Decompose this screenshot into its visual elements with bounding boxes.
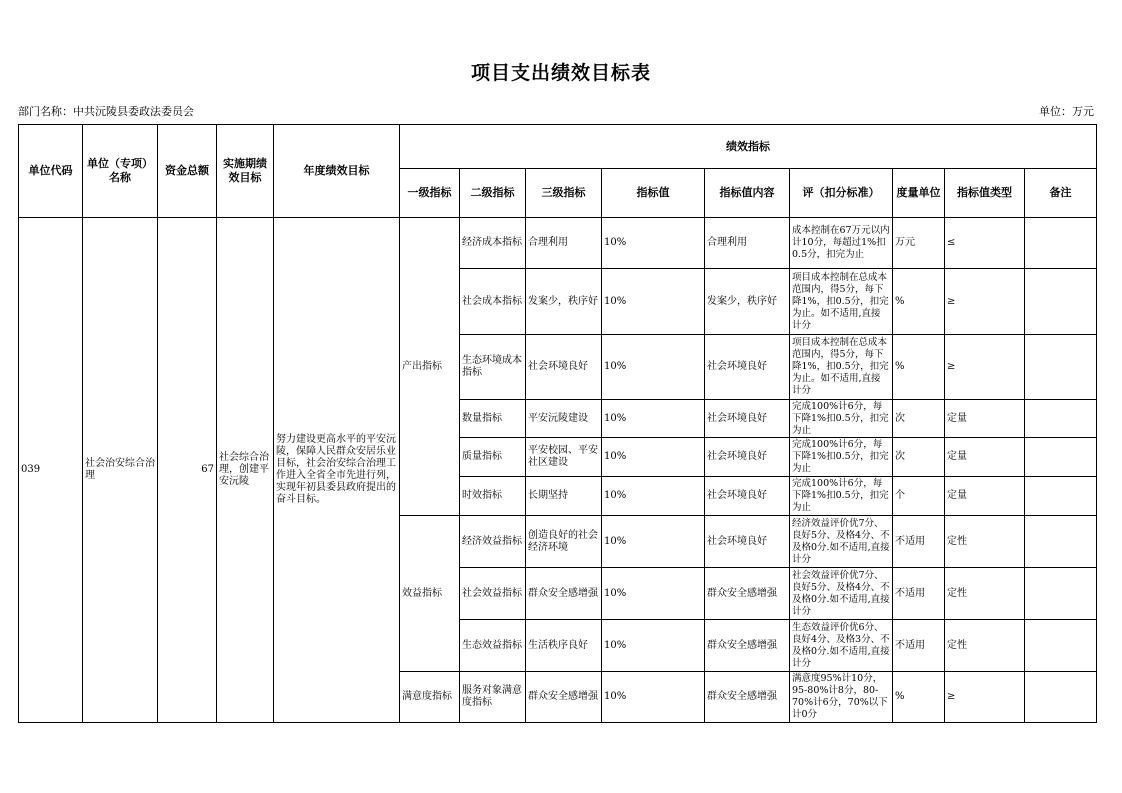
header-criteria: 评（扣分标准） (790, 169, 893, 218)
level3-cell: 平安沅陵建设 (526, 400, 602, 438)
level3-cell: 合理利用 (526, 218, 602, 269)
value-content-cell: 合理利用 (705, 218, 790, 269)
value-type-cell: 定量 (945, 400, 1025, 438)
value-content-cell: 群众安全感增强 (705, 568, 790, 620)
header-row-top (19, 125, 1097, 169)
level1-output: 产出指标 (400, 218, 460, 516)
value-type-cell: ≤ (945, 218, 1025, 269)
measure-unit-cell: % (893, 335, 945, 400)
level2-cell: 生态效益指标 (460, 620, 526, 672)
measure-unit-cell: % (893, 269, 945, 335)
value-content-cell: 发案少，秩序好 (705, 269, 790, 335)
note-cell (1025, 400, 1097, 438)
table-row (19, 218, 1097, 269)
level2-cell: 数量指标 (460, 400, 526, 438)
level2-cell: 生态环境成本指标 (460, 335, 526, 400)
value-content-cell: 群众安全感增强 (705, 672, 790, 723)
measure-unit-cell: 不适用 (893, 568, 945, 620)
level2-cell: 经济效益指标 (460, 516, 526, 568)
header-unit-name: 单位（专项）名称 (83, 125, 158, 218)
value-cell: 10% (602, 568, 705, 620)
measure-unit-cell: 不适用 (893, 516, 945, 568)
value-content-cell: 社会环境良好 (705, 335, 790, 400)
criteria-cell: 项目成本控制在总成本范围内，得5分，每下降1%，扣0.5分，扣完为止。如不适用,直接计分 (790, 269, 893, 335)
criteria-cell: 生态效益评价优6分、良好4分、及格3分、不及格0分.如不适用,直接计分 (790, 620, 893, 672)
level3-cell: 群众安全感增强 (526, 568, 602, 620)
unit-code-cell: 039 (19, 218, 83, 723)
note-cell (1025, 620, 1097, 672)
criteria-cell: 完成100%计6分，每下降1%扣0.5分，扣完为止 (790, 400, 893, 438)
level1-satisfaction: 满意度指标 (400, 672, 460, 723)
value-cell: 10% (602, 516, 705, 568)
value-type-cell: 定量 (945, 477, 1025, 516)
measure-unit-cell: % (893, 672, 945, 723)
level3-cell: 群众安全感增强 (526, 672, 602, 723)
value-content-cell: 社会环境良好 (705, 400, 790, 438)
level3-cell: 平安校园、平安社区建设 (526, 438, 602, 477)
total-funds-cell: 67 (158, 218, 217, 723)
level2-cell: 质量指标 (460, 438, 526, 477)
value-cell: 10% (602, 269, 705, 335)
value-type-cell: 定性 (945, 516, 1025, 568)
criteria-cell: 经济效益评价优7分、良好5分、及格4分、不及格0分.如不适用,直接计分 (790, 516, 893, 568)
header-value: 指标值 (602, 169, 705, 218)
header-period-goal: 实施期绩效目标 (217, 125, 274, 218)
value-type-cell: ≥ (945, 672, 1025, 723)
level3-cell: 社会环境良好 (526, 335, 602, 400)
level2-cell: 服务对象满意度指标 (460, 672, 526, 723)
value-type-cell: 定量 (945, 438, 1025, 477)
header-measure-unit: 度量单位 (893, 169, 945, 218)
level2-cell: 社会效益指标 (460, 568, 526, 620)
value-cell: 10% (602, 335, 705, 400)
value-cell: 10% (602, 400, 705, 438)
value-content-cell: 社会环境良好 (705, 438, 790, 477)
header-value-content: 指标值内容 (705, 169, 790, 218)
value-cell: 10% (602, 438, 705, 477)
value-type-cell: ≥ (945, 269, 1025, 335)
measure-unit-cell: 不适用 (893, 620, 945, 672)
indicator-table (18, 124, 1097, 723)
value-type-cell: 定性 (945, 620, 1025, 672)
department-name: 部门名称：中共沅陵县委政法委员会 (18, 105, 194, 118)
header-level2: 二级指标 (460, 169, 526, 218)
level2-cell: 时效指标 (460, 477, 526, 516)
note-cell (1025, 335, 1097, 400)
criteria-cell: 社会效益评价优7分、良好5分、及格4分、不及格0分.如不适用,直接计分 (790, 568, 893, 620)
value-content-cell: 社会环境良好 (705, 516, 790, 568)
currency-unit: 单位：万元 (1039, 105, 1094, 118)
level3-cell: 生活秩序良好 (526, 620, 602, 672)
header-level1: 一级指标 (400, 169, 460, 218)
criteria-cell: 满意度95%计10分，95-80%计8分，80-70%计6分，70%以下计0分 (790, 672, 893, 723)
value-content-cell: 社会环境良好 (705, 477, 790, 516)
criteria-cell: 完成100%计6分，每下降1%扣0.5分，扣完为止 (790, 438, 893, 477)
level2-cell: 经济成本指标 (460, 218, 526, 269)
note-cell (1025, 516, 1097, 568)
measure-unit-cell: 次 (893, 438, 945, 477)
note-cell (1025, 672, 1097, 723)
header-unit-code: 单位代码 (19, 125, 83, 218)
value-cell: 10% (602, 620, 705, 672)
criteria-cell: 成本控制在67万元以内计10分，每超过1%扣0.5分，扣完为止 (790, 218, 893, 269)
value-cell: 10% (602, 218, 705, 269)
criteria-cell: 项目成本控制在总成本范围内，得5分，每下降1%，扣0.5分，扣完为止。如不适用,直接计分 (790, 335, 893, 400)
criteria-cell: 完成100%计6分，每下降1%扣0.5分，扣完为止 (790, 477, 893, 516)
header-annual-goal: 年度绩效目标 (274, 125, 400, 218)
note-cell (1025, 477, 1097, 516)
note-cell (1025, 218, 1097, 269)
value-content-cell: 群众安全感增强 (705, 620, 790, 672)
header-note: 备注 (1025, 169, 1097, 218)
value-type-cell: 定性 (945, 568, 1025, 620)
level3-cell: 创造良好的社会经济环境 (526, 516, 602, 568)
header-level3: 三级指标 (526, 169, 602, 218)
measure-unit-cell: 万元 (893, 218, 945, 269)
note-cell (1025, 269, 1097, 335)
level1-benefit: 效益指标 (400, 516, 460, 672)
header-total-funds: 资金总额 (158, 125, 217, 218)
measure-unit-cell: 次 (893, 400, 945, 438)
value-cell: 10% (602, 672, 705, 723)
level2-cell: 社会成本指标 (460, 269, 526, 335)
header-value-type: 指标值类型 (945, 169, 1025, 218)
value-cell: 10% (602, 477, 705, 516)
annual-goal-cell: 努力建设更高水平的平安沅陵，保障人民群众安居乐业目标，社会治安综合治理工作进入全省全市先进行列，实现年初县委县政府提出的奋斗目标。 (274, 218, 400, 723)
note-cell (1025, 438, 1097, 477)
unit-name-cell: 社会治安综合治理 (83, 218, 158, 723)
level3-cell: 发案少，秩序好 (526, 269, 602, 335)
measure-unit-cell: 个 (893, 477, 945, 516)
value-type-cell: ≥ (945, 335, 1025, 400)
header-performance-indicators: 绩效指标 (400, 125, 1097, 169)
page-title: 项目支出绩效目标表 (470, 62, 651, 84)
period-goal-cell: 社会综合治理，创建平安沅陵 (217, 218, 274, 723)
note-cell (1025, 568, 1097, 620)
level3-cell: 长期坚持 (526, 477, 602, 516)
